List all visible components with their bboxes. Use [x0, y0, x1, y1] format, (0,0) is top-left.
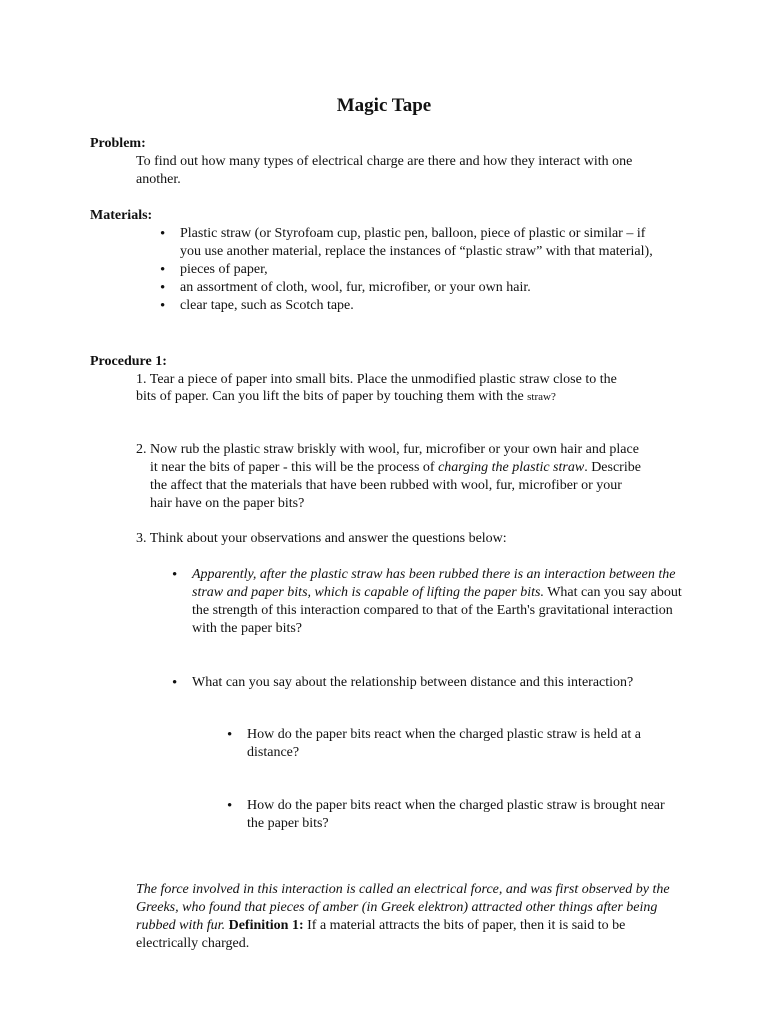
question-list [172, 566, 684, 638]
step1-line2-text: bits of paper. Can you lift the bits of paper by touching them with the [136, 389, 524, 404]
definition-text: If a material attracts the bits of paper, then it is said to be electrically charged. [136, 918, 626, 951]
question-strength-text: What can you say about the strength of this interaction compared to that of the Earth's gravitational interaction with the paper bits? [192, 585, 682, 636]
definition-label: Definition 1: [228, 918, 304, 933]
materials-heading: Materials: [90, 208, 153, 223]
materials-item: • Plastic straw (or Styrofoam cup, plastic pen, balloon, piece of plastic or similar – if you use another material, replace the instances of “plastic straw” with that material), [160, 225, 660, 261]
problem-text: To find out how many types of electrical charge are there and how they interact with one another. [136, 154, 633, 187]
subquestion-near: • How do the paper bits react when the charged plastic straw is brought near the paper bits? [227, 797, 677, 833]
step1-line1: 1. Tear a piece of paper into small bits. Place the unmodified plastic straw close to the [136, 372, 617, 387]
step2-line2-italic: charging the plastic straw [438, 460, 585, 475]
question-list-2 [172, 674, 692, 692]
step2-line1: 2. Now rub the plastic straw briskly with wool, fur, microfiber or your own hair and place [136, 442, 639, 457]
problem-heading: Problem: [90, 136, 146, 151]
materials-item: • clear tape, such as Scotch tape. [160, 297, 660, 315]
materials-list [160, 225, 660, 315]
materials-item: • an assortment of cloth, wool, fur, microfiber, or your own hair. [160, 279, 660, 297]
step1-line2 [136, 388, 696, 406]
question-strength-italic: Apparently, after the plastic straw has been rubbed there is an interaction between the straw and paper bits, which is capable of lifting the paper bits. [192, 567, 676, 600]
closing-italic: The force involved in this interaction is called an electrical force, and was first observed by the Greeks, who found that pieces of amber (in Greek elektron) attracted other things after being rubbed with fur. [136, 882, 670, 933]
step2-line4: hair have on the paper bits? [150, 496, 305, 511]
step2-line2-end: . Describe [584, 460, 641, 475]
step3-text: 3. Think about your observations and answer the questions below: [136, 531, 507, 546]
step1-line2-end: straw? [527, 391, 556, 403]
procedure-heading: Procedure 1: [90, 354, 167, 369]
subquestion-list-1 [227, 726, 677, 762]
question-distance: • What can you say about the relationship between distance and this interaction? [172, 674, 692, 692]
step2-line3: the affect that the materials that have been rubbed with wool, fur, microfiber or your [150, 478, 622, 493]
subquestion-far: • How do the paper bits react when the charged plastic straw is held at a distance? [227, 726, 677, 762]
closing-paragraph [136, 881, 676, 953]
step2-line2 [150, 459, 690, 477]
step2-line2-text: it near the bits of paper - this will be the process of [150, 460, 439, 475]
subquestion-list-2 [227, 797, 677, 833]
page-title: Magic Tape [336, 95, 432, 116]
materials-item: • pieces of paper, [160, 261, 660, 279]
question-strength [172, 566, 684, 638]
